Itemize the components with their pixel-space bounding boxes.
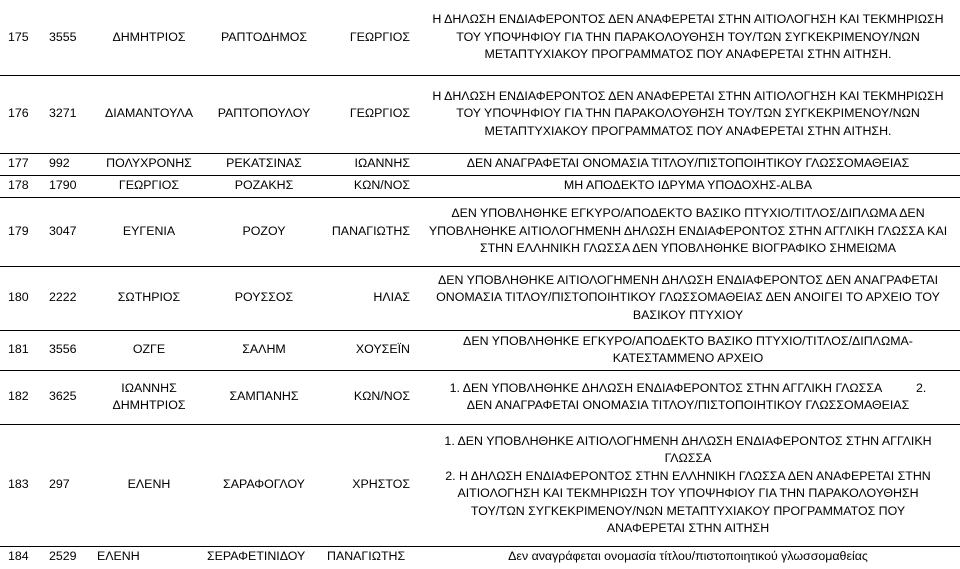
reason-line: 2. Η ΔΗΛΩΣΗ ΕΝΔΙΑΦΕΡΟΝΤΟΣ ΣΤΗΝ ΕΛΛΗΝΙΚΗ ΓΛΩΣΣΑ ΔΕΝ ΑΝΑΦΕΡΕΤΑΙ ΣΤΗΝ — [445, 468, 931, 483]
application-code: 3625 — [46, 370, 94, 424]
table-row — [0, 75, 960, 153]
reason-line: ΤΟΥ ΥΠΟΨΗΦΙΟΥ ΓΙΑ ΤΗΝ ΠΑΡΑΚΟΛΟΥΘΗΣΗ ΤΟΥ/ΤΩΝ ΣΥΓΚΕΚΡΙΜΕΝΟΥ/ΝΩΝ — [456, 106, 920, 121]
father-name: ΚΩΝ/ΝΟΣ — [324, 370, 416, 424]
first-name: ΕΛΕΝΗ — [94, 424, 204, 546]
father-name: ΚΩΝ/ΝΟΣ — [324, 175, 416, 197]
reason-line: ΔΕΝ ΥΠΟΒΛΗΘΗΚΕ ΕΓΚΥΡΟ/ΑΠΟΔΕΚΤΟ ΒΑΣΙΚΟ ΠΤΥΧΙΟ/ΤΙΤΛΟΣ/ΔΙΠΛΩΜΑ- — [463, 333, 913, 348]
reason-line: ΔΕΝ ΑΝΑΓΡΑΦΕΤΑΙ ΟΝΟΜΑΣΙΑ ΤΙΤΛΟΥ/ΠΙΣΤΟΠΟΙΗΤΙΚΟΥ ΓΛΩΣΣΟΜΑΘΕΙΑΣ — [466, 156, 910, 171]
reason-line: Η ΔΗΛΩΣΗ ΕΝΔΙΑΦΕΡΟΝΤΟΣ ΔΕΝ ΑΝΑΦΕΡΕΤΑΙ ΣΤΗΝ ΑΙΤΙΟΛΟΓΗΣΗ ΚΑΙ ΤΕΚΜΗΡΙΩΣΗ — [432, 88, 944, 103]
father-name: ΓΕΩΡΓΙΟΣ — [324, 0, 416, 75]
father-name: ΠΑΝΑΓΙΩΤΗΣ — [327, 548, 406, 563]
first-name: ΟΖΓΕ — [94, 330, 204, 370]
first-name: ΔΗΜΗΤΡΙΟΣ — [94, 0, 204, 75]
first-name: ΣΩΤΗΡΙΟΣ — [94, 266, 204, 330]
rejection-reason — [416, 546, 960, 566]
application-code: 992 — [46, 153, 94, 175]
row-number: 175 — [0, 0, 46, 75]
rejection-reason — [416, 330, 960, 370]
table-row — [0, 197, 960, 266]
application-code: 3047 — [46, 197, 94, 266]
last-name: ΣΑΛΗΜ — [204, 330, 324, 370]
last-name: ΡΑΠΤΟΠΟΥΛΟΥ — [204, 75, 324, 153]
father-name: ΠΑΝΑΓΙΩΤΗΣ — [324, 197, 416, 266]
rejection-reason — [416, 153, 960, 175]
last-name: ΡΟΖΟΥ — [204, 197, 324, 266]
reason-line: ΑΙΤΙΟΛΟΓΗΣΗ ΚΑΙ ΤΕΚΜΗΡΙΩΣΗ ΤΟΥ ΥΠΟΨΗΦΙΟΥ ΓΙΑ ΤΗΝ ΠΑΡΑΚΟΛΟΥΘΗΣΗ — [457, 486, 919, 500]
first-name: ΕΥΓΕΝΙΑ — [94, 197, 204, 266]
table-row — [0, 153, 960, 175]
application-code: 3555 — [46, 0, 94, 75]
reason-line: ΤΟΥ/ΤΩΝ ΣΥΓΚΕΚΡΙΜΕΝΟΥ/ΝΩΝ ΜΕΤΑΠΤΥΧΙΑΚΟΥ ΠΡΟΓΡΑΜΜΑΤΟΣ ΠΟΥ — [470, 503, 906, 518]
application-code: 3556 — [46, 330, 94, 370]
first-name: ΠΟΛΥΧΡΟΝΗΣ — [94, 153, 204, 175]
table-row — [0, 546, 960, 566]
application-code: 1790 — [46, 175, 94, 197]
row-number: 181 — [0, 330, 46, 370]
reason-line: ΚΑΤΕΣΤΑΜΜΕΝΟ ΑΡΧΕΙΟ — [612, 351, 764, 365]
row-number: 176 — [0, 75, 46, 153]
last-name: ΡΕΚΑΤΣΙΝΑΣ — [204, 153, 324, 175]
application-code: 2529 — [49, 548, 77, 563]
application-code: 3271 — [46, 75, 94, 153]
last-name: ΣΑΡΑΦΟΓΛΟΥ — [204, 424, 324, 546]
table-row — [0, 424, 960, 546]
rejection-reason — [416, 0, 960, 75]
reason-line: ΥΠΟΒΛΗΘΗΚΕ ΑΙΤΙΟΛΟΓΗΜΕΝΗ ΔΗΛΩΣΗ ΕΝΔΙΑΦΕΡΟΝΤΟΣ ΣΤΗΝ ΑΓΓΛΙΚΗ ΓΛΩΣΣΑ ΚΑΙ — [428, 223, 948, 238]
rejection-reason — [416, 266, 960, 330]
rejection-reason — [416, 197, 960, 266]
table-row — [0, 330, 960, 370]
row-number: 178 — [0, 175, 46, 197]
last-name: ΡΑΠΤΟΔΗΜΟΣ — [204, 0, 324, 75]
father-name: ΙΩΑΝΝΗΣ — [324, 153, 416, 175]
father-name: ΧΟΥΣΕΪΝ — [324, 330, 416, 370]
last-name: ΣΑΜΠΑΝΗΣ — [204, 370, 324, 424]
reason-line: ΜΗ ΑΠΟΔΕΚΤΟ ΙΔΡΥΜΑ ΥΠΟΔΟΧΗΣ-ALBA — [563, 178, 813, 193]
row-number: 184 — [8, 548, 29, 563]
first-name — [94, 370, 204, 424]
reason-line: ΔΕΝ ΥΠΟΒΛΗΘΗΚΕ ΕΓΚΥΡΟ/ΑΠΟΔΕΚΤΟ ΒΑΣΙΚΟ ΠΤΥΧΙΟ/ΤΙΤΛΟΣ/ΔΙΠΛΩΜΑ ΔΕΝ — [451, 206, 925, 221]
reason-line: ΒΑΣΙΚΟΥ ΠΤΥΧΙΟΥ — [632, 307, 744, 322]
reason-line: ΤΟΥ ΥΠΟΨΗΦΙΟΥ ΓΙΑ ΤΗΝ ΠΑΡΑΚΟΛΟΥΘΗΣΗ ΤΟΥ/ΤΩΝ ΣΥΓΚΕΚΡΙΜΕΝΟΥ/ΝΩΝ — [456, 29, 920, 44]
father-name: ΓΕΩΡΓΙΟΣ — [324, 75, 416, 153]
last-name: ΡΟΖΑΚΗΣ — [204, 175, 324, 197]
first-name-line: ΙΩΑΝΝΗΣ — [121, 380, 177, 395]
table-row — [0, 266, 960, 330]
rejection-reason — [416, 424, 960, 546]
father-name: ΧΡΗΣΤΟΣ — [324, 424, 416, 546]
table-row — [0, 0, 960, 75]
table-row — [0, 370, 960, 424]
reason-line: ΔΕΝ ΑΝΑΓΡΑΦΕΤΑΙ ΟΝΟΜΑΣΙΑ ΤΙΤΛΟΥ/ΠΙΣΤΟΠΟΙΗΤΙΚΟΥ ΓΛΩΣΣΟΜΑΘΕΙΑΣ — [466, 398, 910, 412]
reason-line: Η ΔΗΛΩΣΗ ΕΝΔΙΑΦΕΡΟΝΤΟΣ ΔΕΝ ΑΝΑΦΕΡΕΤΑΙ ΣΤΗΝ ΑΙΤΙΟΛΟΓΗΣΗ ΚΑΙ ΤΕΚΜΗΡΙΩΣΗ — [432, 12, 944, 26]
last-name: ΡΟΥΣΣΟΣ — [204, 266, 324, 330]
row-number: 177 — [0, 153, 46, 175]
application-code: 297 — [46, 424, 94, 546]
reason-line: ΔΕΝ ΥΠΟΒΛΗΘΗΚΕ ΑΙΤΙΟΛΟΓΗΜΕΝΗ ΔΗΛΩΣΗ ΕΝΔΙΑΦΕΡΟΝΤΟΣ ΔΕΝ ΑΝΑΓΡΑΦΕΤΑΙ — [437, 272, 939, 287]
application-code: 2222 — [46, 266, 94, 330]
reason-line: ΜΕΤΑΠΤΥΧΙΑΚΟΥ ΠΡΟΓΡΑΜΜΑΤΟΣ ΠΟΥ ΑΝΑΦΕΡΕΤΑΙ ΣΤΗΝ ΑΙΤΗΣΗ. — [484, 123, 892, 138]
reason-line: 1. ΔΕΝ ΥΠΟΒΛΗΘΗΚΕ ΔΗΛΩΣΗ ΕΝΔΙΑΦΕΡΟΝΤΟΣ ΣΤΗΝ ΑΓΓΛΙΚΗ ΓΛΩΣΣΑ 2. — [449, 380, 927, 395]
reason-line: ΓΛΩΣΣΑ — [664, 451, 712, 465]
row-number: 180 — [0, 266, 46, 330]
reason-line: ΜΕΤΑΠΤΥΧΙΑΚΟΥ ΠΡΟΓΡΑΜΜΑΤΟΣ ΠΟΥ ΑΝΑΦΕΡΕΤΑΙ ΣΤΗΝ ΑΙΤΗΣΗ. — [484, 47, 892, 61]
first-name: ΕΛΕΝΗ — [97, 548, 140, 563]
father-name: ΗΛΙΑΣ — [324, 266, 416, 330]
row-number: 182 — [0, 370, 46, 424]
table-row — [0, 175, 960, 197]
reason-line: ΣΤΗΝ ΕΛΛΗΝΙΚΗ ΓΛΩΣΣΑ ΔΕΝ ΥΠΟΒΛΗΘΗΚΕ ΒΙΟΓΡΑΦΙΚΟ ΣΗΜΕΙΩΜΑ — [479, 241, 897, 256]
row-number: 179 — [0, 197, 46, 266]
last-name: ΣΕΡΑΦΕΤΙΝΙΔΟΥ — [207, 548, 306, 563]
rejection-reason — [416, 75, 960, 153]
reason-line: ΟΝΟΜΑΣΙΑ ΤΙΤΛΟΥ/ΠΙΣΤΟΠΟΙΗΤΙΚΟΥ ΓΛΩΣΣΟΜΑΘΕΙΑΣ ΔΕΝ ΑΝΟΙΓΕΙ ΤΟ ΑΡΧΕΙΟ ΤΟΥ — [436, 290, 940, 305]
reason-line: ΑΝΑΦΕΡΕΤΑΙ ΣΤΗΝ ΑΙΤΗΣΗ — [606, 521, 770, 535]
first-name: ΓΕΩΡΓΙΟΣ — [94, 175, 204, 197]
rejection-reason — [416, 370, 960, 424]
row-number: 183 — [0, 424, 46, 546]
rejection-reason — [416, 175, 960, 197]
reason-line: 1. ΔΕΝ ΥΠΟΒΛΗΘΗΚΕ ΑΙΤΙΟΛΟΓΗΜΕΝΗ ΔΗΛΩΣΗ ΕΝΔΙΑΦΕΡΟΝΤΟΣ ΣΤΗΝ ΑΓΓΛΙΚΗ — [444, 433, 932, 448]
first-name-line: ΔΗΜΗΤΡΙΟΣ — [112, 398, 186, 412]
reason-line: Δεν αναγράφεται ονομασία τίτλου/πιστοποιητικού γλωσσομαθείας — [508, 548, 868, 563]
first-name: ΔΙΑΜΑΝΤΟΥΛΑ — [94, 75, 204, 153]
